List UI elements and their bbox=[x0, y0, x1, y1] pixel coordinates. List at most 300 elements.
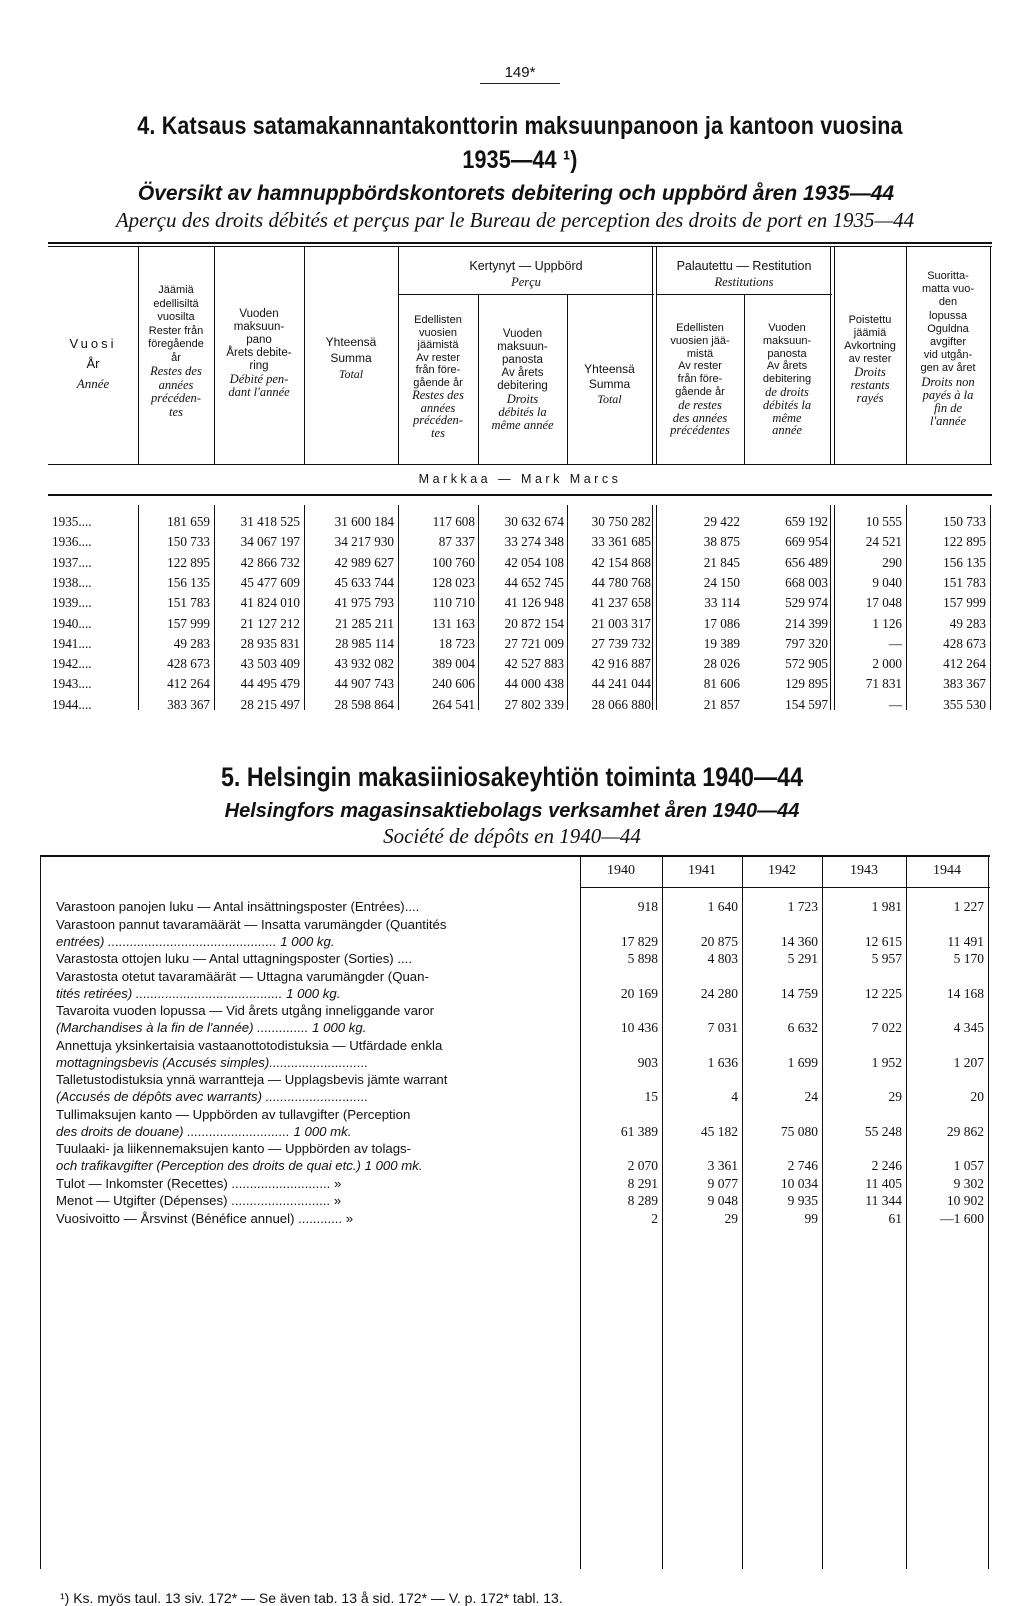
year-cell: 1940.... bbox=[52, 615, 92, 631]
value-cell: 11 491 bbox=[947, 933, 984, 949]
value-cell: 428 673 bbox=[943, 635, 986, 651]
year-cell: 1937.... bbox=[52, 554, 92, 570]
section-4-years: 1935—44 ¹) bbox=[462, 146, 578, 174]
header-poistettu bbox=[834, 314, 906, 405]
section-5-title: 5. Helsingin makasiiniosakeyhtiön toiminta 1940—44 bbox=[220, 762, 804, 792]
row-label: Varastosta otetut tavaramäärät — Uttagna varumängder (Quan- bbox=[56, 968, 429, 984]
header-line: Yhteensä bbox=[584, 362, 635, 376]
value-cell: 42 054 108 bbox=[504, 554, 564, 570]
header-line: tes bbox=[431, 425, 445, 440]
year-cell: 1944.... bbox=[52, 696, 92, 712]
value-cell: 5 291 bbox=[787, 951, 818, 966]
header-line: lopussa bbox=[929, 309, 967, 322]
row-label: Varastoon pannut tavaramäärät — Insatta varumängder (Quantités bbox=[56, 916, 447, 932]
header-line: précéden- bbox=[413, 413, 463, 427]
value-cell: 71 831 bbox=[865, 676, 902, 692]
value-cell: 4 bbox=[731, 1089, 738, 1104]
header-line: vid utgån- bbox=[923, 349, 973, 362]
value-cell: 42 866 732 bbox=[240, 554, 300, 570]
value-cell: 131 163 bbox=[432, 615, 475, 631]
row-label-cont: (Accusés de dépôts avec warrants) ............................ bbox=[56, 1089, 369, 1104]
value-cell: 572 905 bbox=[785, 656, 828, 672]
value-cell: 2 000 bbox=[872, 656, 902, 672]
year-header: 1944 bbox=[933, 863, 961, 878]
value-cell: 151 783 bbox=[943, 574, 986, 590]
value-cell: 3 361 bbox=[707, 1158, 738, 1173]
header-line: Vuoden bbox=[502, 328, 543, 340]
value-cell: 81 606 bbox=[703, 676, 740, 692]
value-cell: 9 048 bbox=[707, 1193, 738, 1208]
value-cell: 903 bbox=[637, 1054, 658, 1070]
value-cell: 75 080 bbox=[780, 1123, 818, 1139]
value-cell: 412 264 bbox=[167, 676, 210, 692]
value-cell: 10 034 bbox=[780, 1175, 818, 1191]
value-cell: 41 975 793 bbox=[334, 595, 394, 611]
table-row bbox=[48, 595, 992, 615]
value-cell: 14 759 bbox=[780, 985, 818, 1001]
header-line: Droits non bbox=[921, 374, 975, 389]
value-cell: 669 954 bbox=[785, 534, 828, 550]
value-cell: 28 985 114 bbox=[335, 635, 394, 651]
value-cell: 38 875 bbox=[703, 534, 740, 550]
value-cell: 355 530 bbox=[943, 696, 986, 712]
header-line: débités la bbox=[498, 405, 547, 419]
table-row bbox=[48, 636, 992, 656]
value-cell: 5 898 bbox=[627, 951, 658, 966]
table-row bbox=[48, 534, 992, 554]
value-cell: 11 344 bbox=[865, 1193, 902, 1208]
header-line: Rester från bbox=[148, 324, 204, 337]
value-cell: 4 803 bbox=[707, 951, 738, 966]
value-cell: 21 845 bbox=[703, 554, 740, 570]
header-line: av rester bbox=[848, 353, 892, 365]
value-cell: 61 389 bbox=[620, 1123, 658, 1139]
value-cell: 20 872 154 bbox=[504, 615, 564, 631]
value-cell: 33 361 685 bbox=[591, 534, 651, 550]
header-line: Restes des bbox=[412, 388, 464, 402]
value-cell: 28 935 831 bbox=[240, 635, 300, 651]
header-line: Av rester bbox=[678, 360, 722, 373]
header-vuoden-2 bbox=[478, 328, 567, 432]
value-cell: 264 541 bbox=[432, 696, 475, 712]
year-header-rule bbox=[580, 887, 990, 888]
row-label: Tulot — Inkomster (Recettes) ........................... » bbox=[56, 1175, 342, 1191]
header-line: från före- bbox=[415, 364, 461, 376]
header-line: från före- bbox=[677, 373, 723, 386]
year-cell: 1936.... bbox=[52, 534, 92, 550]
header-line: Summa bbox=[588, 377, 631, 391]
header-line: précéden- bbox=[151, 391, 201, 405]
value-cell: 240 606 bbox=[432, 676, 475, 692]
row-label: Tullimaksujen kanto — Uppbörden av tullavgifter (Perception bbox=[56, 1106, 411, 1122]
table-row bbox=[48, 514, 992, 534]
table-row bbox=[48, 697, 992, 717]
value-cell: 30 632 674 bbox=[504, 514, 564, 529]
value-cell: 1 057 bbox=[953, 1158, 984, 1173]
header-line: Total bbox=[338, 367, 364, 381]
value-cell: 8 289 bbox=[627, 1193, 658, 1208]
year-cell: 1939.... bbox=[52, 595, 92, 611]
debit-collection-table bbox=[48, 250, 992, 710]
value-cell: 383 367 bbox=[167, 696, 210, 712]
year-cell: 1943.... bbox=[52, 676, 92, 692]
value-cell: 87 337 bbox=[438, 534, 475, 550]
header-line: même bbox=[772, 410, 802, 425]
header-line: Vuoden bbox=[768, 322, 806, 334]
header-line: Avkortning bbox=[844, 340, 896, 352]
value-cell: 157 999 bbox=[167, 615, 210, 631]
header-line: edellisiltä bbox=[153, 297, 199, 310]
value-cell: 30 750 282 bbox=[591, 514, 651, 529]
value-cell: 61 bbox=[888, 1210, 902, 1226]
header-line: Oguldna bbox=[927, 322, 969, 335]
value-cell: —1 600 bbox=[940, 1210, 984, 1226]
header-yhteensa bbox=[304, 334, 398, 382]
header-line: panosta bbox=[502, 354, 543, 366]
value-cell: 21 003 317 bbox=[591, 615, 651, 631]
value-cell: 100 760 bbox=[432, 554, 475, 570]
col-sep bbox=[990, 246, 991, 464]
row-label-cont: och trafikavgifter (Perception des droits de quai etc.) 1 000 mk. bbox=[56, 1158, 423, 1173]
value-cell: 428 673 bbox=[167, 656, 210, 672]
year-header: 1943 bbox=[850, 863, 878, 878]
value-cell: 27 739 732 bbox=[591, 635, 651, 651]
value-cell: 24 150 bbox=[703, 574, 740, 590]
section-4-title: 4. Katsaus satamakannantakonttorin maksuunpanoon ja kantoon vuosina bbox=[137, 112, 903, 140]
header-line: de restes bbox=[678, 397, 722, 412]
value-cell: 7 022 bbox=[871, 1020, 902, 1035]
header-line: restants bbox=[850, 378, 890, 392]
value-cell: 28 066 880 bbox=[591, 696, 651, 712]
header-line: vuosien jää- bbox=[670, 334, 730, 347]
value-cell: 122 895 bbox=[167, 554, 210, 570]
group-rule bbox=[656, 294, 832, 295]
unit-bottom-rule bbox=[48, 494, 992, 496]
year-cell: 1942.... bbox=[52, 656, 92, 672]
col-sep bbox=[988, 855, 989, 1569]
year-header: 1940 bbox=[607, 863, 635, 878]
page-number: 149* bbox=[480, 64, 560, 84]
header-line: mistä bbox=[686, 347, 714, 360]
value-cell: 12 615 bbox=[864, 933, 902, 949]
value-cell: 41 126 948 bbox=[504, 595, 564, 611]
value-cell: 44 780 768 bbox=[591, 574, 651, 590]
value-cell: 11 405 bbox=[865, 1175, 902, 1191]
header-line: année bbox=[772, 423, 802, 438]
header-line: Palautettu — Restitution bbox=[676, 259, 812, 273]
value-cell: 49 283 bbox=[949, 615, 986, 631]
header-line: år bbox=[171, 351, 181, 364]
value-cell: 181 659 bbox=[167, 514, 210, 529]
value-cell: 44 241 044 bbox=[591, 676, 651, 692]
row-label-cont: (Marchandises à la fin de l'année) .............. 1 000 kg. bbox=[56, 1020, 367, 1035]
header-line: gående år bbox=[675, 385, 725, 398]
value-cell: 14 168 bbox=[946, 985, 984, 1001]
footnote: ¹) Ks. myös taul. 13 siv. 172* — Se även tab. 13 å sid. 172* — V. p. 172* tabl. 13. bbox=[60, 1590, 563, 1606]
table-row bbox=[48, 676, 992, 696]
row-label: Tuulaaki- ja liikennemaksujen kanto — Uppbörden av tolags- bbox=[56, 1141, 412, 1156]
header-line: Suoritta- bbox=[927, 270, 969, 282]
table-top-rule bbox=[48, 242, 992, 244]
header-kertynyt-group bbox=[398, 258, 654, 290]
value-cell: 18 723 bbox=[438, 635, 475, 651]
header-line: gående år bbox=[413, 376, 463, 389]
row-label: Talletustodistuksia ynnä warrantteja — Upplagsbevis jämte warrant bbox=[56, 1072, 448, 1087]
header-line: År bbox=[86, 356, 100, 371]
table-row bbox=[48, 616, 992, 636]
group-rule bbox=[398, 294, 654, 295]
header-line: föregående bbox=[148, 338, 204, 350]
value-cell: 21 857 bbox=[703, 696, 740, 712]
header-line: Jäämiä bbox=[158, 284, 194, 296]
value-cell: 150 733 bbox=[167, 534, 210, 550]
header-line: debitering bbox=[497, 380, 548, 392]
header-line: Débité pen- bbox=[229, 372, 289, 386]
value-cell: 117 608 bbox=[432, 514, 475, 529]
value-cell: — bbox=[888, 696, 902, 712]
header-line: matta vuo- bbox=[922, 283, 974, 296]
value-cell: 110 710 bbox=[432, 595, 475, 611]
value-cell: 2 746 bbox=[787, 1158, 818, 1173]
header-line: Kertynyt — Uppbörd bbox=[469, 259, 583, 273]
value-cell: 2 070 bbox=[627, 1158, 658, 1173]
value-cell: 290 bbox=[882, 554, 902, 570]
col-sep bbox=[40, 855, 41, 1569]
header-jaamia bbox=[138, 284, 214, 419]
value-cell: 10 555 bbox=[865, 514, 902, 529]
value-cell: 42 916 887 bbox=[591, 656, 651, 672]
header-line: Droits bbox=[506, 392, 539, 406]
value-cell: 151 783 bbox=[167, 595, 210, 611]
value-cell: 1 952 bbox=[871, 1054, 902, 1070]
header-suorittamatta bbox=[906, 270, 990, 428]
header-line: Vuoden bbox=[239, 308, 279, 320]
row-label-cont: mottagningsbevis (Accusés simples)........................... bbox=[56, 1054, 369, 1070]
value-cell: 412 264 bbox=[943, 656, 986, 672]
value-cell: 15 bbox=[644, 1089, 658, 1104]
section-4-title-sv: Översikt av hamnuppbördskontorets debitering och uppbörd åren 1935—44 bbox=[137, 182, 895, 205]
header-line: fin de bbox=[933, 401, 963, 416]
value-cell: 20 875 bbox=[700, 933, 738, 949]
value-cell: 28 598 864 bbox=[334, 696, 394, 712]
value-cell: 42 527 883 bbox=[504, 656, 564, 672]
section-5-title-fr: Société de dépôts en 1940—44 bbox=[383, 824, 641, 848]
header-line: Av rester bbox=[416, 351, 460, 364]
value-cell: 9 935 bbox=[787, 1193, 818, 1208]
year-header: 1941 bbox=[688, 863, 716, 878]
value-cell: 33 274 348 bbox=[504, 534, 564, 550]
value-cell: 44 000 438 bbox=[504, 676, 564, 692]
value-cell: 28 215 497 bbox=[240, 696, 300, 712]
value-cell: 1 126 bbox=[872, 615, 902, 631]
row-label-cont: entrées) .............................................. 1 000 kg. bbox=[56, 933, 335, 949]
value-cell: 99 bbox=[804, 1210, 818, 1226]
header-line: avgifter bbox=[929, 336, 967, 349]
value-cell: 17 086 bbox=[703, 615, 740, 631]
value-cell: 14 360 bbox=[780, 933, 818, 949]
value-cell: 389 004 bbox=[432, 656, 475, 672]
value-cell: 49 283 bbox=[173, 635, 210, 651]
value-cell: 27 802 339 bbox=[504, 696, 564, 712]
header-line: Edellisten bbox=[414, 314, 462, 326]
value-cell: 45 182 bbox=[700, 1123, 738, 1139]
value-cell: 154 597 bbox=[785, 696, 828, 712]
header-line: Årets debite- bbox=[226, 347, 292, 359]
row-label-cont: des droits de douane) ............................ 1 000 mk. bbox=[56, 1123, 352, 1139]
value-cell: 19 389 bbox=[703, 635, 740, 651]
value-cell: 29 422 bbox=[703, 514, 740, 529]
value-cell: 9 077 bbox=[707, 1175, 738, 1191]
value-cell: 1 981 bbox=[871, 899, 902, 914]
value-cell: 44 495 479 bbox=[240, 676, 300, 692]
header-line: Poistettu bbox=[848, 314, 892, 326]
header-line: années bbox=[420, 400, 456, 415]
value-cell: 42 989 627 bbox=[334, 554, 394, 570]
table-top-rule bbox=[40, 855, 990, 857]
header-line: même année bbox=[491, 418, 554, 432]
header-line: Année bbox=[76, 376, 110, 391]
header-yhteensa-2 bbox=[567, 362, 652, 407]
value-cell: 5 957 bbox=[871, 951, 902, 966]
value-cell: 29 862 bbox=[946, 1123, 984, 1139]
row-label: Menot — Utgifter (Dépenses) ........................... » bbox=[56, 1193, 342, 1208]
header-line: Summa bbox=[330, 351, 372, 365]
header-line: jäämiä bbox=[853, 327, 887, 339]
header-line: vuosien bbox=[419, 326, 457, 339]
value-cell: 44 652 745 bbox=[504, 574, 564, 590]
header-line: de droits bbox=[765, 384, 809, 399]
value-cell: 29 bbox=[724, 1210, 738, 1226]
value-cell: 2 246 bbox=[871, 1158, 902, 1173]
table-row bbox=[48, 555, 992, 575]
value-cell: 43 932 082 bbox=[334, 656, 394, 672]
header-line: vuosilta bbox=[157, 311, 195, 323]
header-line: ring bbox=[249, 360, 269, 372]
header-line: pano bbox=[246, 334, 272, 346]
year-cell: 1941.... bbox=[52, 635, 92, 651]
header-edellisten bbox=[398, 314, 478, 439]
header-line: années bbox=[158, 377, 194, 392]
value-cell: 20 169 bbox=[620, 985, 658, 1001]
header-vuoden bbox=[214, 308, 304, 399]
value-cell: 8 291 bbox=[627, 1175, 658, 1191]
value-cell: 34 067 197 bbox=[240, 534, 300, 550]
value-cell: 24 521 bbox=[865, 534, 902, 550]
value-cell: 918 bbox=[637, 899, 658, 914]
value-cell: 44 907 743 bbox=[334, 676, 394, 692]
value-cell: 24 280 bbox=[700, 985, 738, 1001]
table-row bbox=[48, 575, 992, 595]
header-line: précédentes bbox=[670, 423, 730, 438]
value-cell: 659 192 bbox=[785, 514, 828, 529]
header-line: Restitutions bbox=[714, 275, 774, 289]
value-cell: 45 633 744 bbox=[334, 574, 394, 590]
row-label: Annettuja yksinkertaisia vastaanottotodistuksia — Utfärdade enkla bbox=[56, 1037, 443, 1053]
value-cell: 28 026 bbox=[703, 656, 740, 672]
header-line: débités la bbox=[762, 397, 812, 412]
unit-label: Markkaa — Mark Marcs bbox=[418, 472, 622, 486]
header-line: tes bbox=[169, 404, 183, 419]
warehouse-company-table bbox=[40, 855, 990, 1575]
table-row bbox=[48, 656, 992, 676]
value-cell: 214 399 bbox=[785, 615, 828, 631]
value-cell: 20 bbox=[970, 1089, 984, 1104]
header-vuosi bbox=[48, 334, 138, 394]
header-line: rayés bbox=[856, 391, 884, 405]
header-line: Av årets bbox=[501, 367, 544, 379]
value-cell: 1 207 bbox=[953, 1054, 984, 1070]
value-cell: 383 367 bbox=[943, 676, 986, 692]
value-cell: 1 640 bbox=[707, 899, 738, 914]
header-edellisten-3 bbox=[656, 322, 744, 437]
value-cell: 4 345 bbox=[953, 1020, 984, 1035]
row-label: Vuosivoitto — Årsvinst (Bénéfice annuel) ............ » bbox=[56, 1210, 354, 1226]
section-4-title-fr: Aperçu des droits débités et perçus par le Bureau de perception des droits de port en 1935—44 bbox=[115, 208, 915, 232]
value-cell: 24 bbox=[804, 1089, 818, 1104]
value-cell: 5 170 bbox=[953, 951, 984, 966]
value-cell: 129 895 bbox=[785, 676, 828, 692]
value-cell: 6 632 bbox=[787, 1020, 818, 1035]
value-cell: 55 248 bbox=[864, 1123, 902, 1139]
value-cell: 2 bbox=[651, 1210, 658, 1226]
row-label-cont: tités retirées) ........................................ 1 000 kg. bbox=[56, 985, 341, 1001]
value-cell: 529 974 bbox=[785, 595, 828, 611]
header-line: Yhteensä bbox=[325, 335, 377, 349]
value-cell: 42 154 868 bbox=[591, 554, 651, 570]
value-cell: 27 721 009 bbox=[504, 635, 564, 651]
header-line: Perçu bbox=[511, 275, 541, 289]
header-line: des années bbox=[672, 410, 728, 425]
value-cell: 31 600 184 bbox=[334, 514, 394, 529]
value-cell: 150 733 bbox=[943, 514, 986, 529]
value-cell: 21 285 211 bbox=[335, 615, 394, 631]
header-line: Droits bbox=[854, 365, 886, 379]
header-bottom-rule bbox=[48, 464, 992, 465]
value-cell: 797 320 bbox=[785, 635, 828, 651]
year-header: 1942 bbox=[768, 863, 796, 878]
header-line: maksuun- bbox=[762, 334, 812, 347]
year-cell: 1938.... bbox=[52, 574, 92, 590]
header-line: debitering bbox=[762, 373, 812, 386]
value-cell: 41 824 010 bbox=[240, 595, 300, 611]
header-line: l'année bbox=[930, 414, 966, 429]
value-cell: 12 225 bbox=[864, 985, 902, 1001]
value-cell: 43 503 409 bbox=[240, 656, 300, 672]
value-cell: 7 031 bbox=[707, 1020, 738, 1035]
value-cell: 10 902 bbox=[946, 1193, 984, 1208]
header-palautettu-group bbox=[656, 258, 832, 290]
value-cell: 656 489 bbox=[785, 554, 828, 570]
header-line: gen av året bbox=[920, 362, 976, 375]
section-5-title-sv: Helsingfors magasinsaktiebolags verksamhet åren 1940—44 bbox=[224, 800, 800, 822]
header-line: Vuosi bbox=[69, 336, 117, 351]
header-line: den bbox=[938, 296, 958, 309]
header-line: Restes des bbox=[150, 364, 202, 378]
header-line: dant l'année bbox=[228, 385, 290, 399]
value-cell: 156 135 bbox=[167, 574, 210, 590]
value-cell: 21 127 212 bbox=[240, 615, 300, 631]
value-cell: 9 302 bbox=[953, 1175, 984, 1191]
row-label: Tavaroita vuoden lopussa — Vid årets utgång inneliggande varor bbox=[56, 1003, 435, 1018]
header-line: Edellisten bbox=[676, 322, 724, 334]
value-cell: 41 237 658 bbox=[591, 595, 651, 611]
value-cell: 10 436 bbox=[620, 1020, 658, 1035]
header-line: panosta bbox=[767, 347, 807, 360]
row-label: Varastoon panojen luku — Antal insättningsposter (Entrées).... bbox=[56, 899, 420, 914]
year-cell: 1935.... bbox=[52, 514, 92, 529]
table-top-rule-2 bbox=[48, 246, 992, 247]
value-cell: 9 040 bbox=[872, 574, 902, 590]
